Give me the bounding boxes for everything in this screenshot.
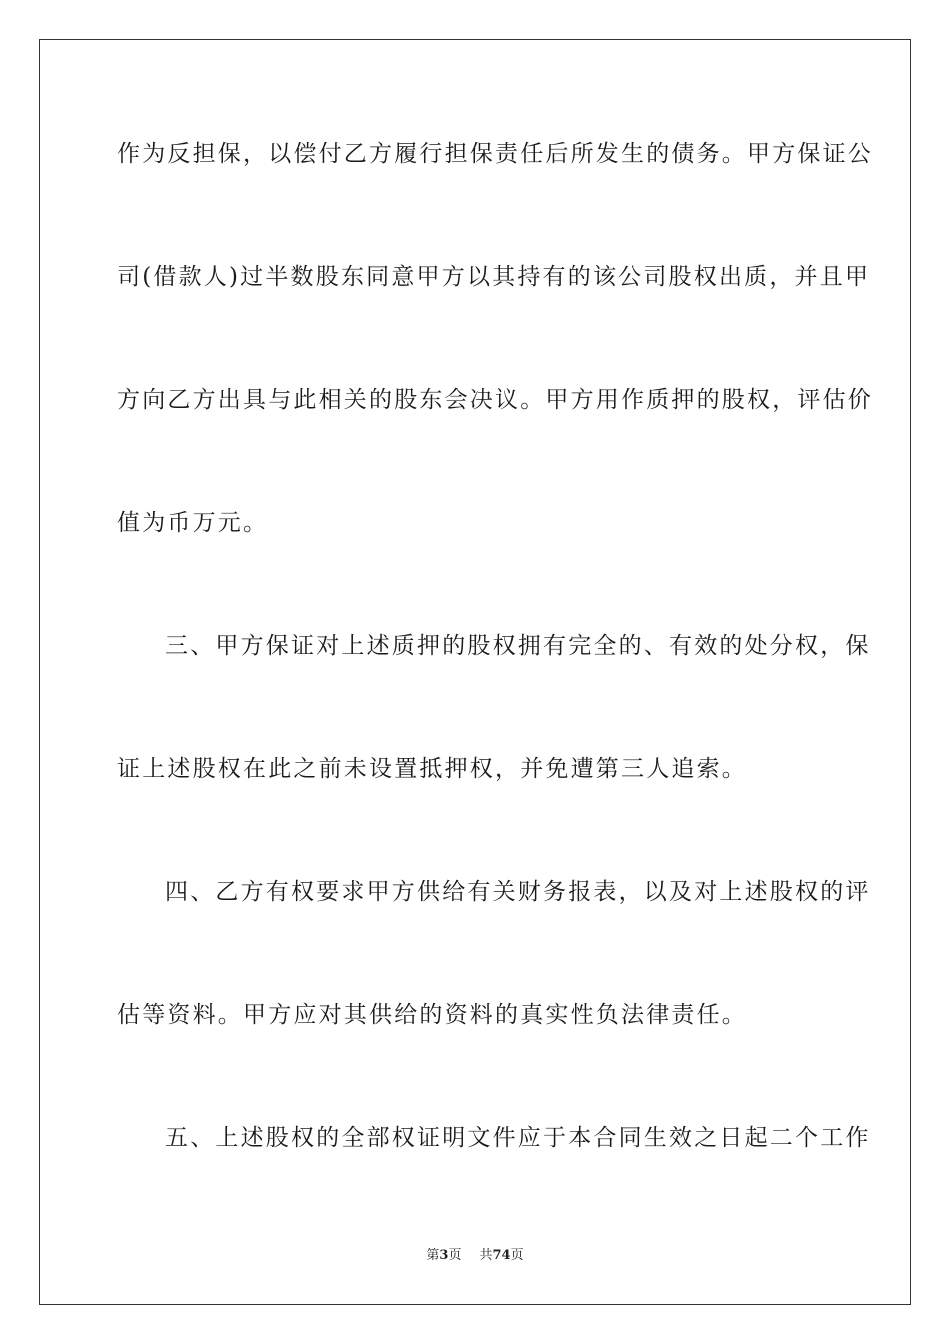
body-line-1: 作为反担保，以偿付乙方履行担保责任后所发生的债务。甲方保证公 <box>117 141 873 167</box>
clause-4-line-1: 四、乙方有权要求甲方供给有关财务报表，以及对上述股权的评 <box>165 879 871 905</box>
total-pages: 74 <box>492 1248 511 1263</box>
body-line-4: 值为币万元。 <box>117 510 269 536</box>
page-border <box>39 39 911 1305</box>
page-number-suffix: 页 <box>448 1248 462 1263</box>
page-number: 3 <box>439 1248 449 1263</box>
page-number-prefix: 第 <box>426 1248 440 1263</box>
total-pages-prefix: 共 <box>479 1248 493 1263</box>
page-footer <box>0 1247 950 1265</box>
clause-3-line-1: 三、甲方保证对上述质押的股权拥有完全的、有效的处分权，保 <box>165 633 871 659</box>
clause-3-line-2: 证上述股权在此之前未设置抵押权，并免遭第三人追索。 <box>117 756 747 782</box>
clause-4-line-2: 估等资料。甲方应对其供给的资料的真实性负法律责任。 <box>117 1002 747 1028</box>
total-pages-suffix: 页 <box>510 1248 524 1263</box>
body-line-2: 司(借款人)过半数股东同意甲方以其持有的该公司股权出质，并且甲 <box>117 264 871 290</box>
body-line-3: 方向乙方出具与此相关的股东会决议。甲方用作质押的股权，评估价 <box>117 387 873 413</box>
clause-5-line-1: 五、上述股权的全部权证明文件应于本合同生效之日起二个工作 <box>165 1125 871 1151</box>
